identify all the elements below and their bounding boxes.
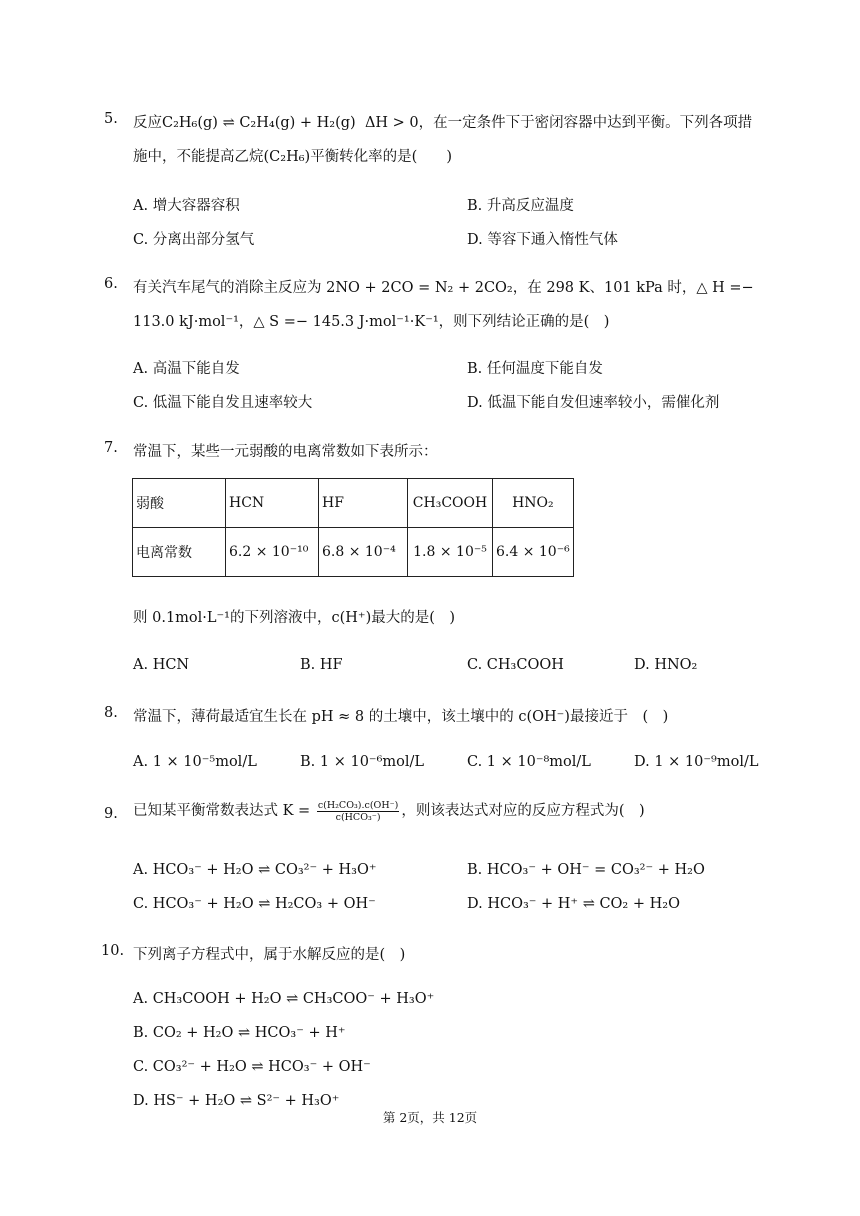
q9-text: ，则该表达式对应的反应方程式为( ) xyxy=(401,803,645,819)
q5-text: 平衡转化率的是( ) xyxy=(310,149,453,165)
q10-option-c[interactable]: C. CO₃²⁻ + H₂O ⇌ HCO₃⁻ + OH⁻ xyxy=(133,1059,371,1075)
q5-stem-line1 xyxy=(133,111,752,132)
fraction-denominator: c(HCO₃⁻) xyxy=(335,811,381,823)
fraction-numerator: c(H₂CO₃).c(OH⁻) xyxy=(317,799,399,811)
q5-option-b[interactable]: B. 升高反应温度 xyxy=(467,198,574,214)
q5-number: 5. xyxy=(104,111,118,127)
q5-enthalpy: ΔH > 0 xyxy=(364,115,419,131)
table-cell: 6.8 × 10⁻⁴ xyxy=(319,528,408,577)
q7-option-a[interactable]: A. HCN xyxy=(133,657,190,673)
q10-option-a[interactable]: A. CH₃COOH + H₂O ⇌ CH₃COO⁻ + H₃O⁺ xyxy=(133,991,435,1007)
table-cell: CH₃COOH xyxy=(408,479,493,528)
q9-option-b[interactable]: B. HCO₃⁻ + OH⁻ = CO₃²⁻ + H₂O xyxy=(467,862,705,878)
q8-number: 8. xyxy=(104,705,118,721)
q8-stem: 常温下，薄荷最适宜生长在 pH ≈ 8 的土壤中，该土壤中的 c(OH⁻)最接近于 ( ) xyxy=(133,709,669,725)
q7-option-c[interactable]: C. CH₃COOH xyxy=(467,657,564,673)
q5-option-d[interactable]: D. 等容下通入惰性气体 xyxy=(467,232,618,248)
table-cell: 电离常数 xyxy=(133,528,226,577)
q5-reaction: C₂H₆(g) ⇌ C₂H₄(g) + H₂(g) xyxy=(162,115,356,131)
ionization-constant-table xyxy=(132,478,574,577)
table-cell: HCN xyxy=(226,479,319,528)
q7-number: 7. xyxy=(104,440,118,456)
q10-option-d[interactable]: D. HS⁻ + H₂O ⇌ S²⁻ + H₃O⁺ xyxy=(133,1093,340,1109)
q9-option-c[interactable]: C. HCO₃⁻ + H₂O ⇌ H₂CO₃ + OH⁻ xyxy=(133,896,376,912)
table-cell: 6.2 × 10⁻¹⁰ xyxy=(226,528,319,577)
q9-text: 已知某平衡常数表达式 K = xyxy=(133,803,311,819)
table-header-row xyxy=(133,479,574,528)
q8-option-b[interactable]: B. 1 × 10⁻⁶mol/L xyxy=(300,754,425,770)
q10-stem: 下列离子方程式中，属于水解反应的是( ) xyxy=(133,947,406,963)
table-cell: HF xyxy=(319,479,408,528)
equilibrium-constant-fraction xyxy=(317,800,400,823)
page-footer: 第 2页，共 12页 xyxy=(382,1110,478,1125)
q5-option-c[interactable]: C. 分离出部分氢气 xyxy=(133,232,255,248)
q6-option-c[interactable]: C. 低温下能自发且速率较大 xyxy=(133,395,313,411)
q9-number: 9. xyxy=(104,806,118,822)
q7-option-b[interactable]: B. HF xyxy=(300,657,343,673)
q10-option-b[interactable]: B. CO₂ + H₂O ⇌ HCO₃⁻ + H⁺ xyxy=(133,1025,346,1041)
table-cell: 6.4 × 10⁻⁶ xyxy=(493,528,574,577)
q8-option-c[interactable]: C. 1 × 10⁻⁸mol/L xyxy=(467,754,591,770)
table-cell: 弱酸 xyxy=(133,479,226,528)
q5-formula: (C₂H₆) xyxy=(263,149,311,165)
q6-option-a[interactable]: A. 高温下能自发 xyxy=(133,361,240,377)
q8-option-d[interactable]: D. 1 × 10⁻⁹mol/L xyxy=(634,754,759,770)
q5-text: ，在一定条件下于密闭容器中达到平衡。下列各项措 xyxy=(418,115,753,131)
q7-option-d[interactable]: D. HNO₂ xyxy=(634,657,698,673)
q5-text: 反应 xyxy=(133,115,162,131)
q7-followup: 则 0.1mol·L⁻¹的下列溶液中，c(H⁺)最大的是( ) xyxy=(133,610,456,626)
q9-option-a[interactable]: A. HCO₃⁻ + H₂O ⇌ CO₃²⁻ + H₃O⁺ xyxy=(133,862,377,878)
q6-stem-line1: 有关汽车尾气的消除主反应为 2NO + 2CO = N₂ + 2CO₂，在 298 K、101 kPa 时，△ H =− xyxy=(133,280,754,296)
table-cell: 1.8 × 10⁻⁵ xyxy=(408,528,493,577)
q5-option-a[interactable]: A. 增大容器容积 xyxy=(133,198,240,214)
q10-number: 10. xyxy=(101,943,125,959)
q7-stem: 常温下，某些一元弱酸的电离常数如下表所示： xyxy=(133,444,438,460)
q5-stem-line2 xyxy=(133,145,452,166)
table-cell: HNO₂ xyxy=(493,479,574,528)
q6-option-b[interactable]: B. 任何温度下能自发 xyxy=(467,361,603,377)
q6-stem-line2: 113.0 kJ·mol⁻¹，△ S =− 145.3 J·mol⁻¹·K⁻¹，则下列结论正确的是( ) xyxy=(133,314,610,330)
q5-text: 施中，不能提高乙烷 xyxy=(133,149,264,165)
q6-option-d[interactable]: D. 低温下能自发但速率较小，需催化剂 xyxy=(467,395,720,411)
q8-option-a[interactable]: A. 1 × 10⁻⁵mol/L xyxy=(133,754,257,770)
q9-stem xyxy=(133,799,645,823)
q9-option-d[interactable]: D. HCO₃⁻ + H⁺ ⇌ CO₂ + H₂O xyxy=(467,896,680,912)
table-row xyxy=(133,528,574,577)
q6-number: 6. xyxy=(104,276,118,292)
